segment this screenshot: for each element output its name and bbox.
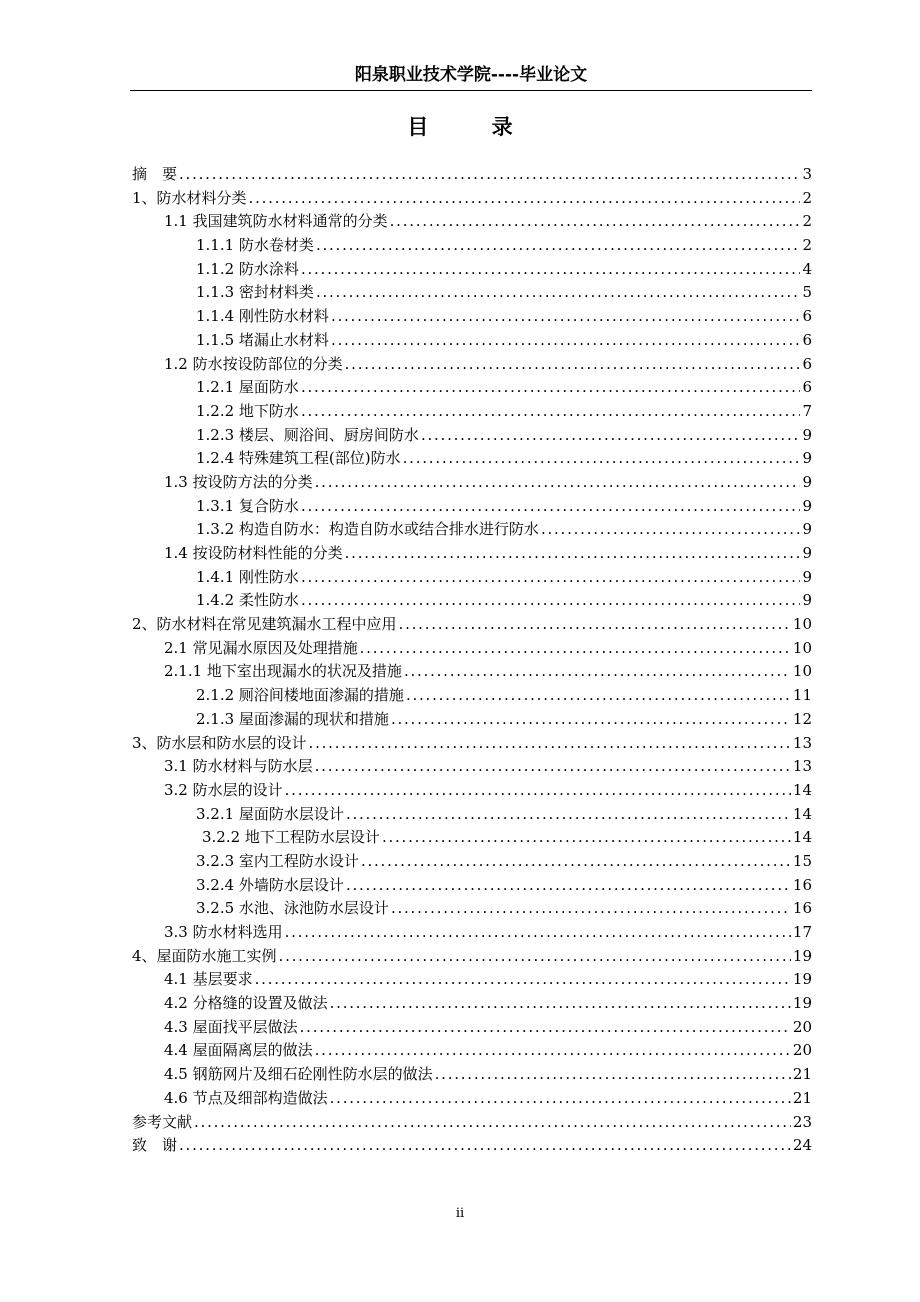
toc-entry[interactable] (132, 992, 812, 1016)
toc-entry-title: 3.3 防水材料选用 (164, 923, 283, 941)
toc-entry-title: 摘 要 (132, 165, 178, 183)
toc-entry-page: 3 (802, 165, 812, 183)
toc-entry[interactable] (132, 968, 812, 992)
toc-entry-page: 2 (802, 188, 812, 207)
toc-entry-title: 3.2 防水层的设计 (164, 780, 283, 799)
toc-entry[interactable] (132, 945, 812, 969)
toc-leader-dots (316, 234, 801, 258)
toc-entry-page: 14 (792, 804, 812, 823)
toc-leader-dots (315, 1039, 791, 1063)
toc-entry-title: 1.2.2 地下防水 (196, 401, 299, 420)
toc-entry-page: 5 (802, 283, 812, 302)
toc-entry-title: 3、防水层和防水层的设计 (132, 733, 307, 752)
toc-entry-title: 1.1.5 堵漏止水材料 (196, 330, 329, 349)
toc-entry[interactable] (132, 755, 812, 779)
toc-leader-dots (346, 803, 791, 827)
toc-leader-dots (179, 1134, 791, 1158)
toc-entry-page: 10 (792, 615, 812, 634)
toc-leader-dots (346, 874, 791, 898)
toc-entry-page: 19 (792, 946, 812, 965)
toc-entry-title: 1.2.4 特殊建筑工程(部位)防水 (196, 449, 401, 468)
header-rule (130, 90, 812, 91)
toc-entry[interactable] (132, 1039, 812, 1063)
toc-entry[interactable] (132, 281, 812, 305)
toc-entry-page: 9 (802, 472, 812, 491)
toc-entry-page: 21 (792, 1065, 812, 1084)
toc-leader-dots (541, 518, 801, 542)
toc-entry-page: 2 (802, 212, 812, 231)
toc-entry[interactable] (132, 803, 812, 827)
toc-entry-title: 4.2 分格缝的设置及做法 (164, 994, 328, 1013)
toc-entry-title: 1、防水材料分类 (132, 188, 247, 207)
toc-entry[interactable] (132, 826, 812, 850)
toc-leader-dots (301, 376, 801, 400)
toc-leader-dots (255, 968, 791, 992)
toc-entry-page: 10 (792, 662, 812, 681)
toc-leader-dots (315, 755, 791, 779)
table-of-contents (132, 163, 812, 1158)
toc-entry[interactable] (132, 518, 812, 542)
toc-entry[interactable] (132, 1111, 812, 1135)
toc-entry-page: 9 (802, 425, 812, 444)
toc-entry[interactable] (132, 613, 812, 637)
toc-entry-title: 1.1.1 防水卷材类 (196, 236, 314, 255)
toc-entry-page: 19 (792, 970, 812, 989)
toc-leader-dots (435, 1063, 791, 1087)
toc-entry-page: 9 (802, 449, 812, 468)
toc-entry-page: 16 (792, 899, 812, 918)
toc-entry[interactable] (132, 447, 812, 471)
toc-entry[interactable] (132, 329, 812, 353)
page-number: ii (455, 1206, 465, 1221)
toc-entry-page: 4 (802, 259, 812, 278)
toc-entry-title: 2.1 常见漏水原因及处理措施 (164, 638, 358, 657)
toc-leader-dots (406, 684, 791, 708)
toc-entry[interactable] (132, 1087, 812, 1111)
toc-title: 目 录 (407, 115, 541, 139)
toc-leader-dots (331, 329, 801, 353)
toc-entry-title: 3.1 防水材料与防水层 (164, 757, 313, 776)
toc-entry-title: 4.4 屋面隔离层的做法 (164, 1041, 313, 1060)
toc-leader-dots (345, 542, 801, 566)
toc-entry[interactable] (132, 187, 812, 211)
toc-entry-title: 2.1.1 地下室出现漏水的状况及措施 (164, 662, 402, 681)
toc-leader-dots (249, 187, 801, 211)
toc-entry-title: 1.2.3 楼层、厕浴间、厨房间防水 (196, 425, 419, 444)
toc-entry-title: 4.3 屋面找平层做法 (164, 1017, 298, 1036)
toc-entry[interactable] (132, 732, 812, 756)
toc-entry-page: 21 (792, 1088, 812, 1107)
toc-leader-dots (179, 163, 800, 187)
toc-entry-title: 1.1.4 刚性防水材料 (196, 307, 329, 326)
toc-entry-page: 14 (792, 828, 812, 847)
toc-leader-dots (301, 566, 801, 590)
toc-entry[interactable] (132, 210, 812, 234)
toc-entry[interactable] (132, 353, 812, 377)
toc-entry-title: 4.1 基层要求 (164, 970, 253, 989)
toc-entry-title: 3.2.4 外墙防水层设计 (196, 875, 344, 894)
toc-leader-dots (391, 708, 791, 732)
toc-entry-title: 2.1.3 屋面渗漏的现状和措施 (196, 709, 389, 728)
toc-entry-page: 9 (802, 567, 812, 586)
running-header: 阳泉职业技术学院----毕业论文 (354, 65, 588, 85)
toc-leader-dots (382, 826, 791, 850)
toc-leader-dots (404, 660, 791, 684)
toc-entry-title: 1.2 防水按设防部位的分类 (164, 354, 343, 373)
toc-entry[interactable] (132, 921, 812, 945)
toc-leader-dots (421, 424, 801, 448)
toc-leader-dots (391, 897, 791, 921)
toc-leader-dots (300, 1016, 791, 1040)
toc-entry[interactable] (132, 471, 812, 495)
toc-entry[interactable] (132, 1134, 812, 1158)
toc-entry-page: 6 (802, 307, 812, 326)
toc-entry[interactable] (132, 495, 812, 519)
toc-entry-page: 16 (792, 875, 812, 894)
toc-entry-title: 1.3.1 复合防水 (196, 496, 299, 515)
toc-entry-page: 6 (802, 330, 812, 349)
toc-leader-dots (279, 945, 791, 969)
toc-entry-page: 14 (792, 780, 812, 799)
toc-leader-dots (403, 447, 801, 471)
toc-entry[interactable] (132, 637, 812, 661)
toc-entry-page: 6 (802, 354, 812, 373)
toc-entry-page: 10 (792, 638, 812, 657)
toc-entry[interactable] (132, 589, 812, 613)
toc-entry-title: 2.1.2 厕浴间楼地面渗漏的措施 (196, 686, 404, 705)
toc-entry[interactable] (132, 850, 812, 874)
toc-leader-dots (285, 779, 791, 803)
toc-entry-page: 11 (792, 686, 812, 705)
toc-entry-page: 17 (792, 923, 812, 941)
toc-leader-dots (285, 921, 791, 945)
toc-entry-title: 4.5 钢筋网片及细石砼刚性防水层的做法 (164, 1065, 433, 1084)
toc-entry-title: 1.4.2 柔性防水 (196, 591, 299, 610)
toc-leader-dots (360, 637, 791, 661)
toc-entry[interactable] (132, 305, 812, 329)
toc-entry-page: 7 (802, 401, 812, 420)
toc-entry[interactable] (132, 424, 812, 448)
toc-leader-dots (361, 850, 791, 874)
toc-entry-title: 3.2.3 室内工程防水设计 (196, 851, 359, 870)
toc-entry[interactable] (132, 874, 812, 898)
toc-entry-title: 1.1.2 防水涂料 (196, 259, 299, 278)
toc-entry[interactable] (132, 258, 812, 282)
toc-entry-title: 1.1.3 密封材料类 (196, 283, 314, 302)
toc-entry-title: 1.4.1 刚性防水 (196, 567, 299, 586)
toc-entry[interactable] (132, 779, 812, 803)
toc-leader-dots (309, 732, 791, 756)
toc-leader-dots (194, 1111, 791, 1135)
toc-entry[interactable] (132, 234, 812, 258)
toc-leader-dots (390, 210, 801, 234)
toc-leader-dots (331, 305, 801, 329)
toc-entry-title: 3.2.5 水池、泳池防水层设计 (196, 899, 389, 918)
toc-leader-dots (345, 353, 801, 377)
toc-leader-dots (301, 589, 801, 613)
toc-entry[interactable] (132, 400, 812, 424)
toc-entry[interactable] (132, 376, 812, 400)
toc-entry-title: 1.4 按设防材料性能的分类 (164, 544, 343, 562)
toc-entry-page: 15 (792, 851, 812, 870)
toc-entry-page: 2 (802, 236, 812, 255)
toc-entry-page: 9 (802, 544, 812, 562)
toc-entry-page: 23 (792, 1112, 812, 1131)
toc-entry-title: 1.3 按设防方法的分类 (164, 472, 313, 491)
toc-entry-page: 20 (792, 1041, 812, 1060)
toc-entry[interactable] (132, 897, 812, 921)
toc-entry-title: 1.1 我国建筑防水材料通常的分类 (164, 212, 388, 231)
toc-entry[interactable] (132, 1063, 812, 1087)
toc-entry-page: 6 (802, 378, 812, 397)
toc-entry[interactable] (132, 684, 812, 708)
toc-entry[interactable] (132, 163, 812, 187)
toc-leader-dots (316, 281, 801, 305)
toc-entry-title: 4、屋面防水施工实例 (132, 946, 277, 965)
toc-leader-dots (315, 471, 801, 495)
toc-leader-dots (330, 1087, 791, 1111)
toc-entry-page: 9 (802, 520, 812, 539)
toc-entry-title: 2、防水材料在常见建筑漏水工程中应用 (132, 615, 397, 634)
toc-entry-title: 3.2.1 屋面防水层设计 (196, 804, 344, 823)
toc-entry-page: 9 (802, 591, 812, 610)
toc-entry-title: 3.2.2 地下工程防水层设计 (202, 828, 380, 847)
toc-entry-page: 19 (792, 994, 812, 1013)
toc-entry-page: 12 (792, 709, 812, 728)
toc-entry[interactable] (132, 542, 812, 566)
toc-entry[interactable] (132, 660, 812, 684)
toc-entry[interactable] (132, 1016, 812, 1040)
toc-leader-dots (399, 613, 791, 637)
toc-entry-title: 1.3.2 构造自防水：构造自防水或结合排水进行防水 (196, 520, 539, 539)
toc-entry[interactable] (132, 708, 812, 732)
toc-entry-page: 24 (792, 1136, 812, 1155)
toc-leader-dots (301, 400, 801, 424)
toc-entry[interactable] (132, 566, 812, 590)
toc-entry-page: 20 (792, 1017, 812, 1036)
toc-leader-dots (330, 992, 791, 1016)
toc-entry-title: 参考文献 (132, 1112, 193, 1131)
toc-leader-dots (301, 495, 801, 519)
toc-entry-title: 1.2.1 屋面防水 (196, 378, 299, 397)
toc-entry-page: 9 (802, 496, 812, 515)
toc-entry-page: 13 (792, 733, 812, 752)
toc-entry-page: 13 (792, 757, 812, 776)
toc-entry-title: 4.6 节点及细部构造做法 (164, 1088, 328, 1107)
toc-entry-title: 致 谢 (132, 1136, 178, 1155)
toc-leader-dots (301, 258, 801, 282)
